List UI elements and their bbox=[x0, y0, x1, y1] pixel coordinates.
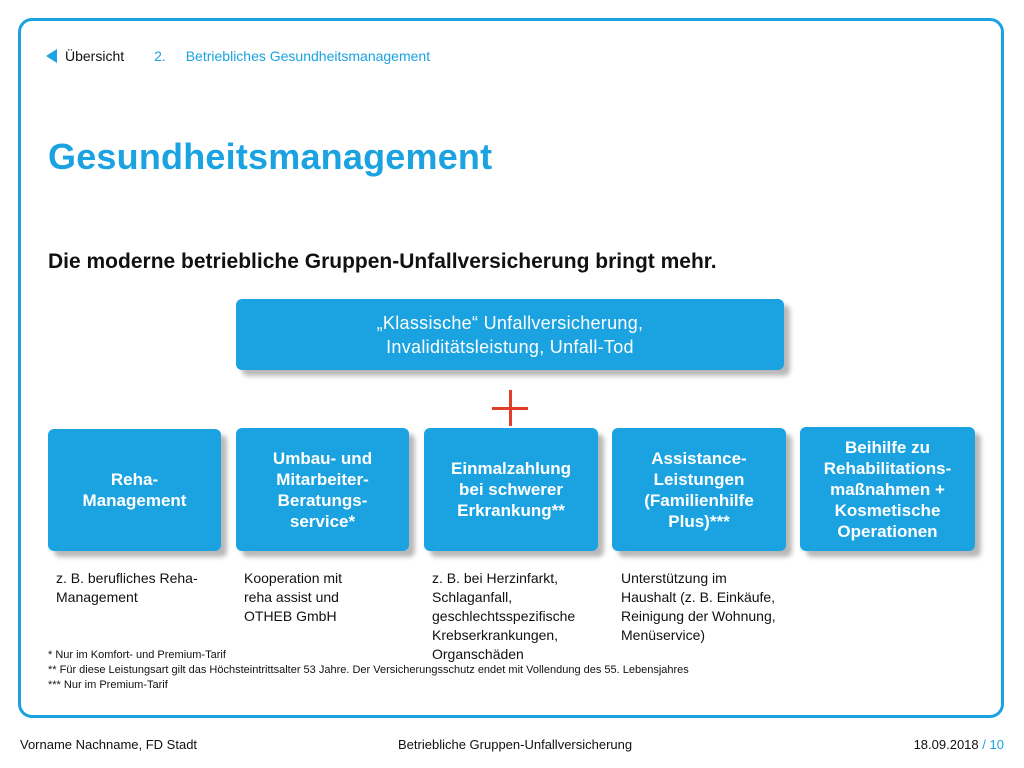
description-line: Schlaganfall, bbox=[432, 589, 513, 605]
service-box-beihilfe bbox=[800, 427, 975, 551]
service-box-assistance bbox=[612, 428, 786, 551]
service-line: Operationen bbox=[837, 521, 938, 541]
description-line: z. B. bei Herzinfarkt, bbox=[432, 570, 559, 586]
overview-link[interactable] bbox=[46, 48, 124, 64]
service-line: Umbau- und bbox=[272, 448, 373, 468]
back-arrow-icon bbox=[46, 49, 57, 63]
plus-icon bbox=[492, 388, 528, 428]
footer-date-page bbox=[914, 737, 1004, 752]
service-line: Rehabilitations- bbox=[823, 458, 952, 478]
description-line: OTHEB GmbH bbox=[244, 608, 337, 624]
footnote-3: *** Nur im Premium-Tarif bbox=[48, 679, 168, 691]
description-assistance bbox=[621, 569, 811, 645]
service-box-einmalzahlung bbox=[424, 428, 598, 551]
page-number: 10 bbox=[989, 737, 1004, 752]
service-box-umbau-beratung bbox=[236, 428, 409, 551]
service-line: (Familienhilfe bbox=[644, 490, 754, 510]
description-umbau bbox=[244, 569, 414, 626]
section-link[interactable] bbox=[154, 48, 430, 64]
section-number: 2. bbox=[154, 48, 166, 64]
footer-title: Betriebliche Gruppen-Unfallversicherung bbox=[398, 737, 633, 752]
footnote-1: * Nur im Komfort- und Premium-Tarif bbox=[48, 649, 226, 661]
description-line: Haushalt (z. B. Einkäufe, bbox=[621, 589, 776, 605]
service-line: Leistungen bbox=[653, 469, 745, 489]
description-line: Organschäden bbox=[432, 646, 524, 662]
description-line: Reinigung der Wohnung, bbox=[621, 608, 776, 624]
service-line: bei schwerer bbox=[459, 480, 563, 499]
service-line: Plus)*** bbox=[668, 511, 730, 531]
overview-label: Übersicht bbox=[65, 48, 125, 64]
description-line: z. B. berufliches Reha- bbox=[56, 570, 198, 586]
classic-insurance-box bbox=[236, 299, 784, 370]
footer-author: Vorname Nachname, FD Stadt bbox=[20, 737, 198, 752]
page-subtitle: Die moderne betriebliche Gruppen-Unfallversicherung bringt mehr. bbox=[48, 250, 717, 273]
description-line: Unterstützung im bbox=[621, 570, 727, 586]
footnotes bbox=[48, 648, 689, 693]
service-line: Beihilfe zu bbox=[844, 437, 930, 457]
classic-insurance-line-2: Invaliditätsleistung, Unfall-Tod bbox=[386, 336, 634, 357]
service-line: Kosmetische bbox=[834, 500, 941, 520]
footnote-2: ** Für diese Leistungsart gilt das Höchsteintrittsalter 53 Jahre. Der Versicherungsschutz endet mit Vollendung des 55. Lebensjahres bbox=[48, 664, 689, 676]
description-line: Management bbox=[56, 589, 138, 605]
service-line: Management bbox=[82, 491, 187, 510]
service-line: Erkrankung** bbox=[457, 501, 565, 520]
service-line: Mitarbeiter- bbox=[276, 469, 369, 489]
description-reha bbox=[56, 569, 226, 607]
description-line: geschlechtsspezifische bbox=[432, 608, 576, 624]
service-line: service* bbox=[289, 511, 356, 531]
service-line: Einmalzahlung bbox=[451, 459, 571, 478]
page-title: Gesundheitsmanagement bbox=[48, 136, 493, 177]
service-line: Reha- bbox=[110, 470, 159, 489]
description-line: Krebserkrankungen, bbox=[432, 627, 559, 643]
service-line: Beratungs- bbox=[277, 490, 368, 510]
description-line: reha assist und bbox=[244, 589, 339, 605]
service-line: maßnahmen + bbox=[830, 479, 945, 499]
section-label: Betriebliches Gesundheitsmanagement bbox=[185, 48, 431, 64]
description-line: Menüservice) bbox=[621, 627, 706, 643]
service-box-reha-management bbox=[48, 429, 221, 551]
footer-separator: / bbox=[982, 737, 986, 752]
breadcrumb bbox=[46, 45, 430, 67]
description-line: Kooperation mit bbox=[244, 570, 343, 586]
service-line: Assistance- bbox=[651, 448, 747, 468]
footer-date: 18.09.2018 bbox=[913, 737, 979, 752]
classic-insurance-line-1: „Klassische“ Unfallversicherung, bbox=[376, 312, 644, 333]
